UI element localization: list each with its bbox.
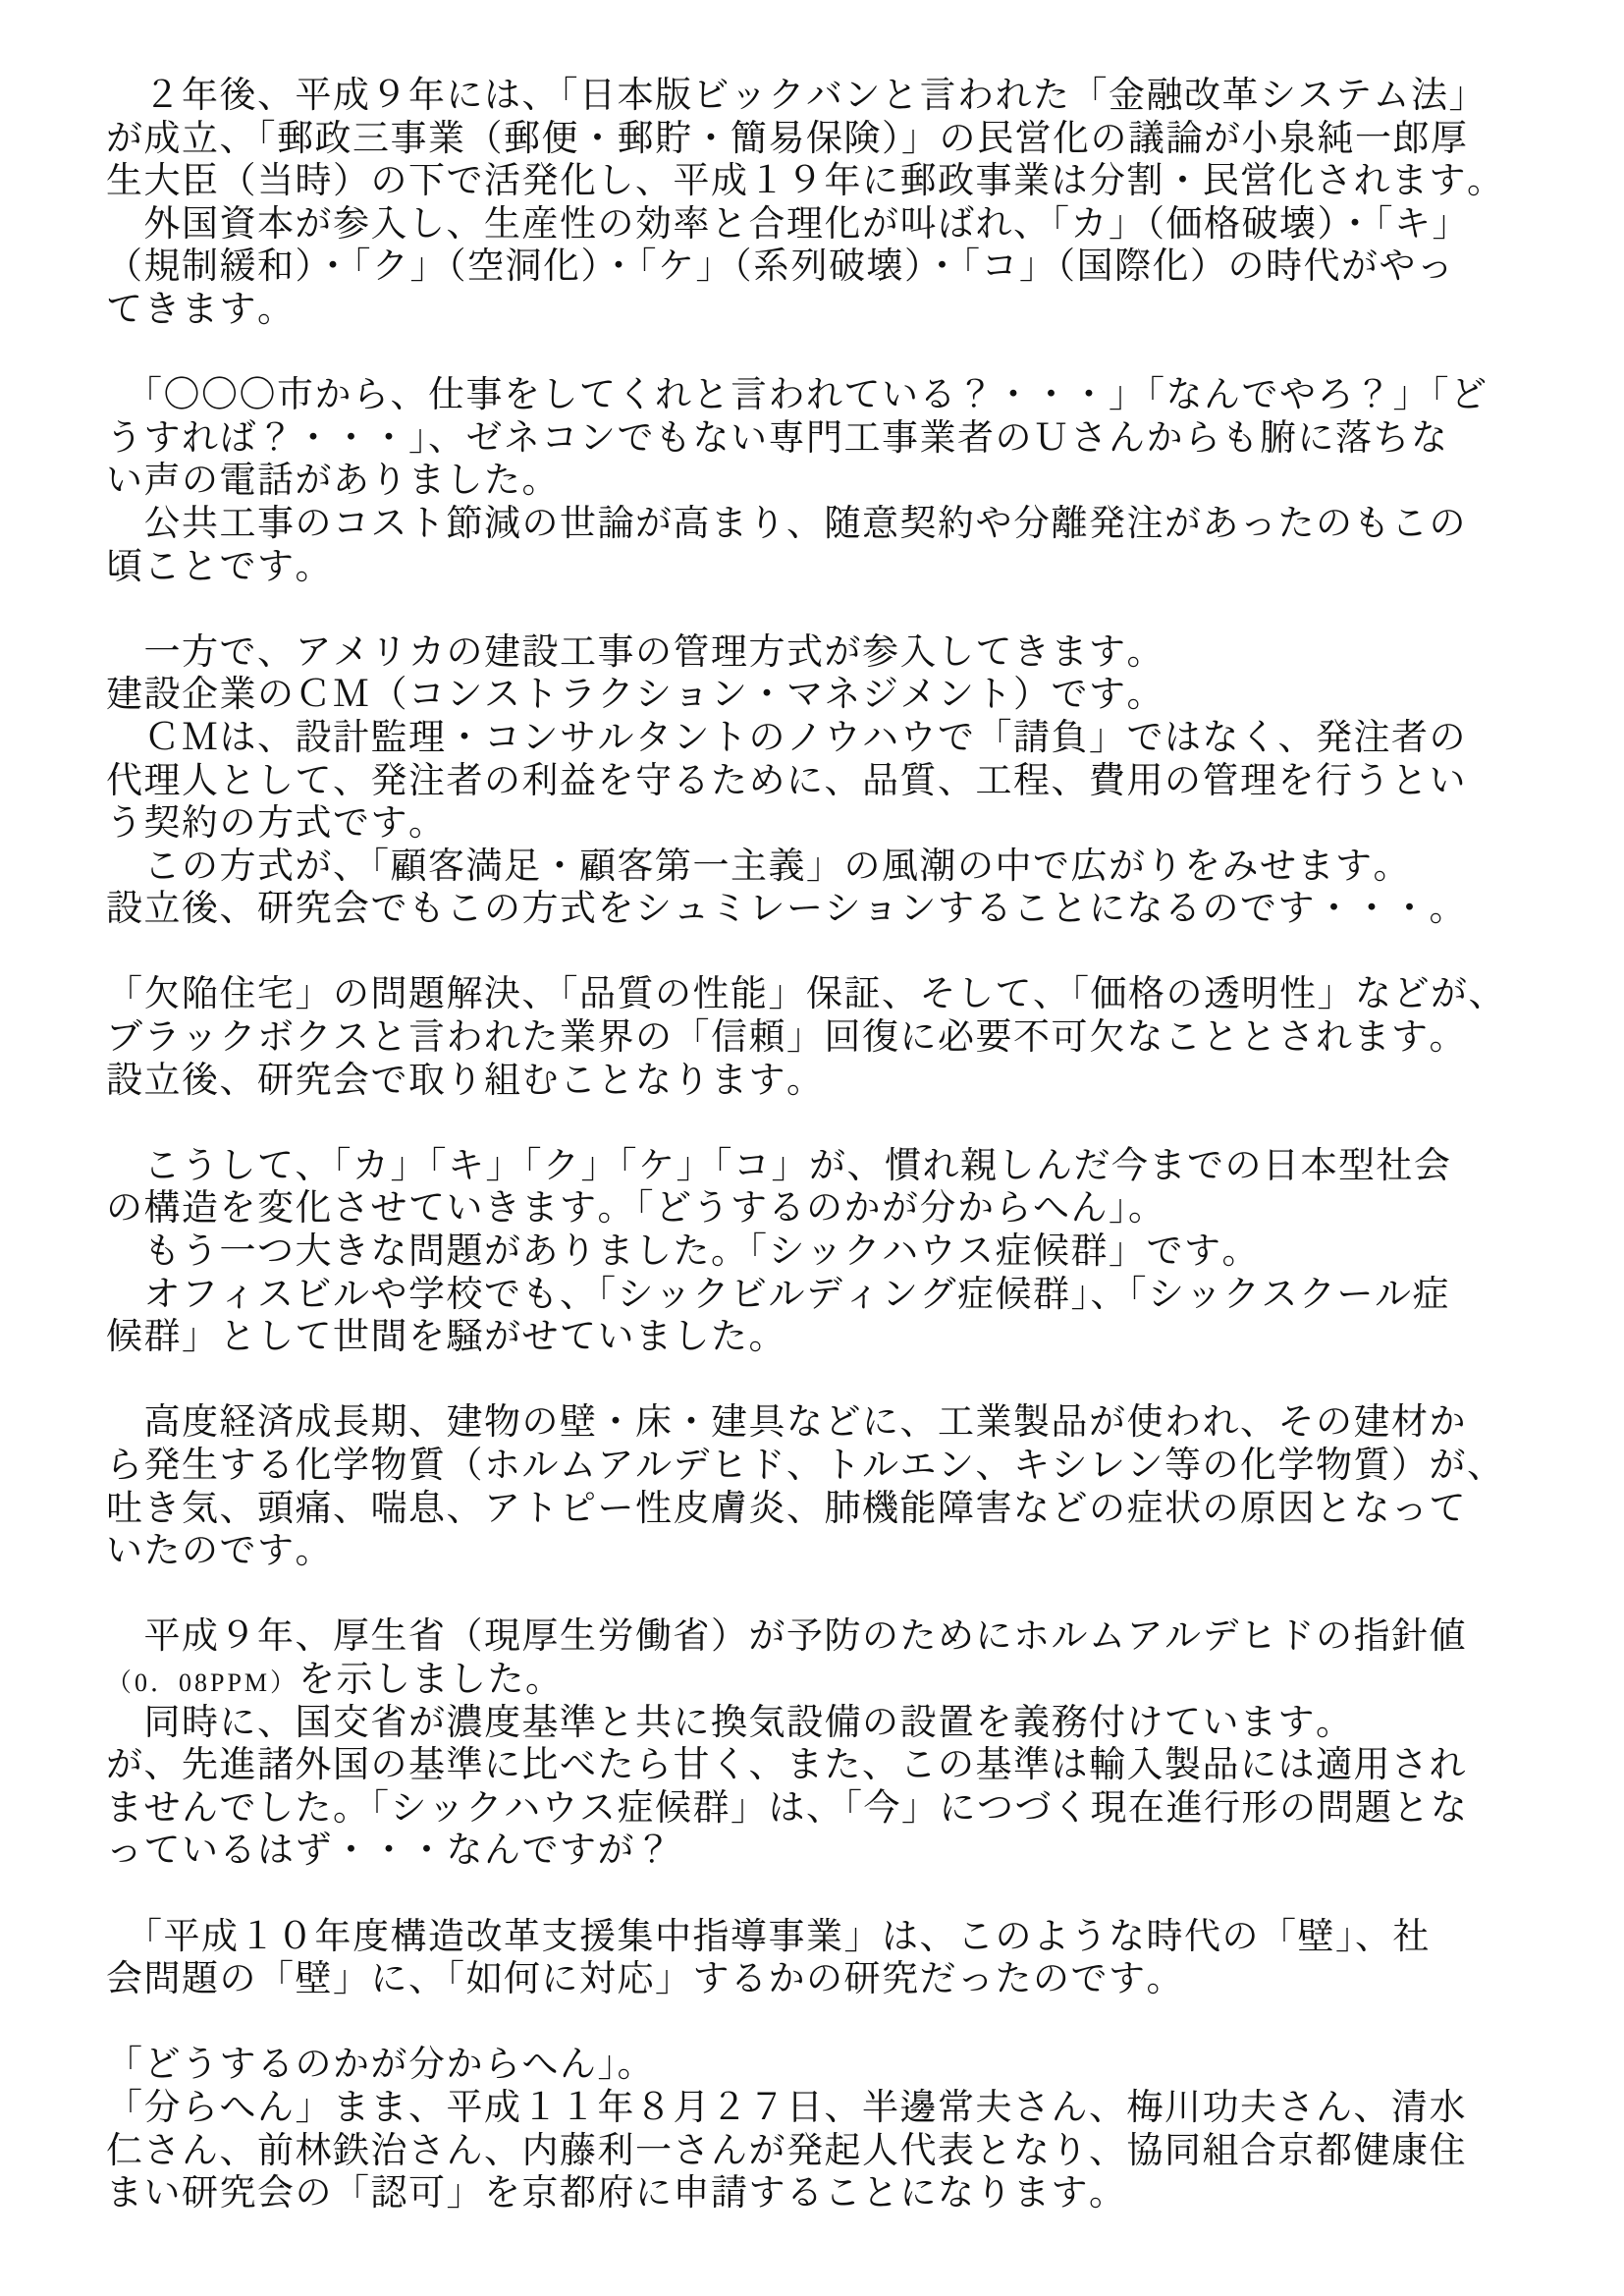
text-line: 同時に、国交省が濃度基準と共に換気設備の設置を義務付けています。 [106, 1702, 1354, 1743]
text-line: 外国資本が参入し、生産性の効率と合理化が叫ばれ、「カ」（価格破壊）・「キ」 [106, 203, 1470, 245]
text-line: ブラックボクスと言われた業界の「信頼」回復に必要不可欠なこととされます。 [106, 1017, 1467, 1059]
text-line: こうして、「カ」「キ」「ク」「ケ」「コ」が、慣れ親しんだ今までの日本型社会 [106, 1145, 1452, 1186]
text-line: が成立、「郵政三事業（郵便・郵貯・簡易保険）」の民営化の議論が小泉純一郎厚 [106, 118, 1469, 159]
text-line [106, 1873, 1525, 1916]
text-line: 頃ことです。 [106, 546, 333, 587]
text-line: てきます。 [106, 289, 296, 330]
text-line: オフィスビルや学校でも、「シックビルディング症候群」、「シックスクール症 [106, 1274, 1450, 1315]
text-line [106, 1102, 1525, 1145]
text-line [106, 1359, 1525, 1402]
text-line: 代理人として、発注者の利益を守るために、品質、工程、費用の管理を行うとい [106, 760, 1467, 801]
text-line: 設立後、研究会でもこの方式をシュミレーションすることになるのです・・・。 [106, 889, 1467, 930]
text-line: 吐き気、頭痛、喘息、アトピー性皮膚炎、肺機能障害などの症状の原因となって [106, 1488, 1467, 1529]
text-line: ２年後、平成９年には、「日本版ビックバンと言われた「金融改革システム法」 [106, 76, 1487, 116]
guideline-value-small-text: （0．08PPM） [106, 1667, 299, 1697]
text-line: まい研究会の「認可」を京都府に申請することになります。 [106, 2173, 1127, 2214]
text-line: この方式が、「顧客満足・顧客第一主義」の風潮の中で広がりをみせます。 [106, 846, 1411, 887]
text-line: う契約の方式です。 [106, 803, 447, 845]
text-line [106, 588, 1525, 631]
text-line: 設立後、研究会で取り組むことなります。 [106, 1060, 825, 1101]
text-line [106, 332, 1525, 375]
text-line: 平成９年、厚生省（現厚生労働省）が予防のためにホルムアルデヒドの指針値 [106, 1616, 1467, 1658]
text-line: 公共工事のコスト節減の世論が高まり、随意契約や分離発注があったのもこの [106, 503, 1467, 544]
text-line [106, 931, 1525, 974]
text-line [106, 1659, 1525, 1702]
text-line-rest: を示しました。 [298, 1659, 564, 1700]
text-line: 建設企業のＣＭ（コンストラクション・マネジメント）です。 [106, 675, 1164, 716]
text-line: うすれば？・・・」、ゼネコンでもない専門工事業者のＵさんからも腑に落ちな [106, 417, 1449, 459]
text-line: が、先進諸外国の基準に比べたら甘く、また、この基準は輸入製品には適用され [106, 1745, 1467, 1786]
text-line: 生大臣（当時）の下で活発化し、平成１９年に郵政事業は分割・民営化されます。 [106, 161, 1505, 202]
text-line: ＣＭは、設計監理・コンサルタントのノウハウで「請負」ではなく、発注者の [106, 717, 1467, 758]
text-line: 高度経済成長期、建物の壁・床・建具などに、工業製品が使われ、その建材か [106, 1402, 1467, 1444]
text-line: の構造を変化させていきます。「どうするのかが分からへん」。 [106, 1188, 1166, 1230]
text-line [106, 1573, 1525, 1616]
text-line: 「欠陥住宅」の問題解決、「品質の性能」保証、そして、「価格の透明性」などが、 [106, 974, 1506, 1015]
text-line [106, 2001, 1525, 2045]
text-line: もう一つ大きな問題がありました。「シックハウス症候群」です。 [106, 1231, 1260, 1273]
text-line: ませんでした。「シックハウス症候群」は、「今」につづく現在進行形の問題とな [106, 1787, 1469, 1829]
text-line: 「どうするのかが分からへん」。 [106, 2045, 655, 2086]
text-line: 一方で、アメリカの建設工事の管理方式が参入してきます。 [106, 631, 1164, 673]
text-line: 会問題の「壁」に、「如何に対応」するかの研究だったのです。 [106, 1959, 1184, 2000]
text-line: 「分らへん」まま、平成１１年８月２７日、半邊常夫さん、梅川功夫さん、清水 [106, 2087, 1467, 2128]
text-line: 「平成１０年度構造改革支援集中指導事業」は、このような時代の「壁」、社 [106, 1916, 1431, 1957]
text-line: 候群」として世間を騒がせていました。 [106, 1317, 786, 1358]
text-line: 「〇〇〇市から、仕事をしてくれと言われている？・・・」「なんでやろ？」「ど [106, 375, 1489, 416]
text-line: ら発生する化学物質（ホルムアルデヒド、トルエン、キシレン等の化学物質）が、 [106, 1446, 1505, 1486]
text-line: （規制緩和）・「ク」（空洞化）・「ケ」（系列破壊）・「コ」（国際化）の時代がやっ [106, 246, 1455, 288]
text-line: 仁さん、前林鉄治さん、内藤利一さんが発起人代表となり、協同組合京都健康住 [106, 2130, 1467, 2171]
text-line: い声の電話がありました。 [106, 461, 560, 502]
text-line: っているはず・・・なんですが？ [106, 1831, 674, 1872]
text-line: いたのです。 [106, 1531, 333, 1572]
text-body [106, 75, 1525, 2215]
